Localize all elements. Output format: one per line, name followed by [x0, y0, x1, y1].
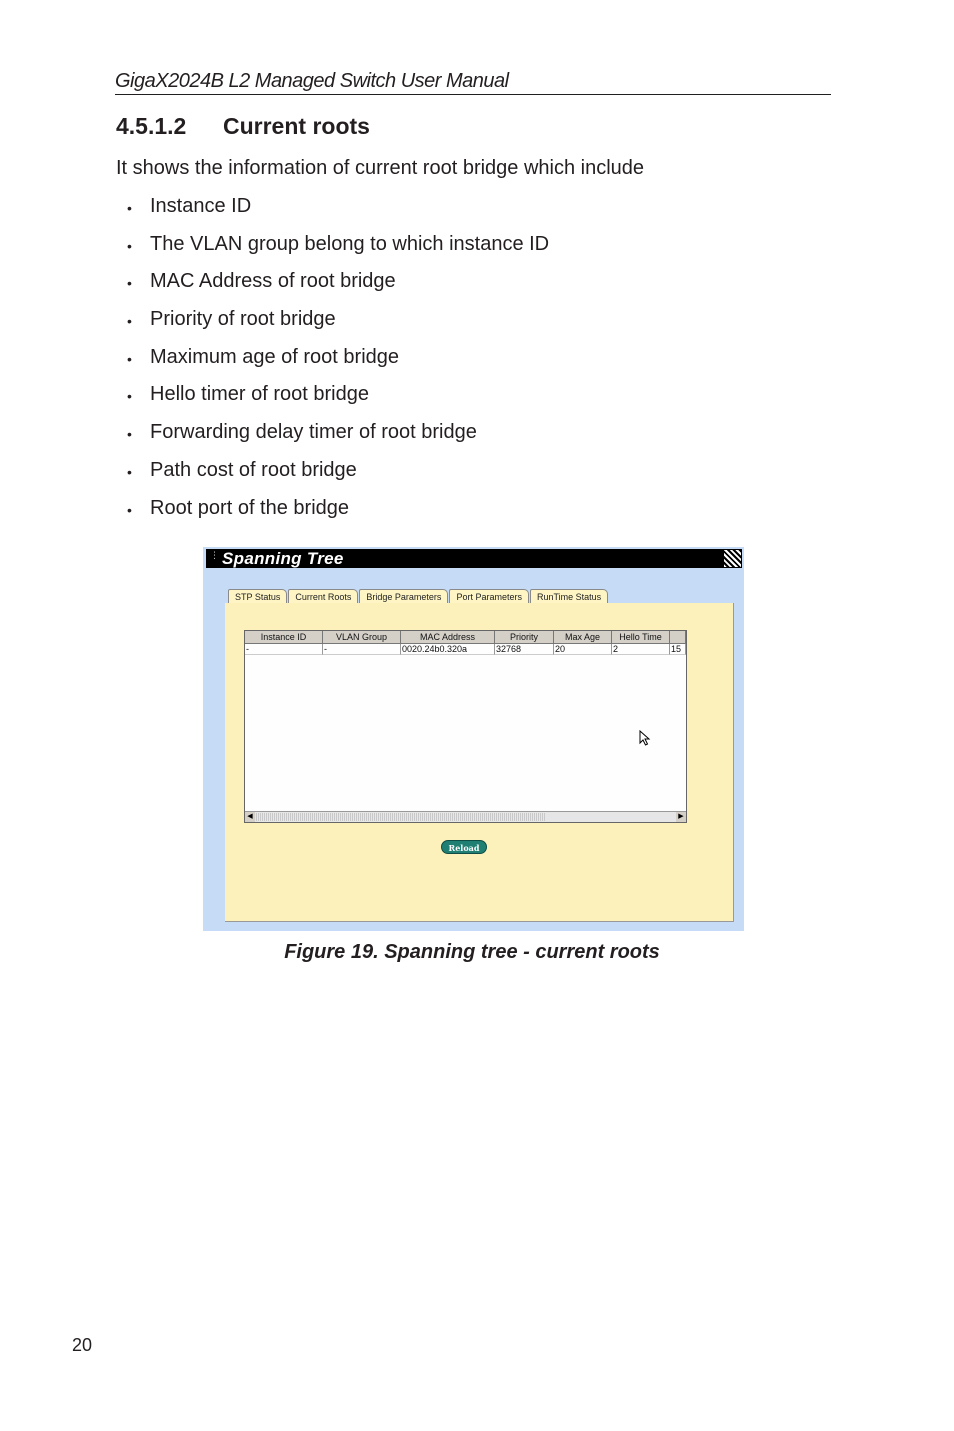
bullet-icon: •	[127, 426, 132, 443]
column-header[interactable]: Hello Time	[612, 631, 670, 644]
feature-list	[127, 195, 549, 534]
scroll-left-icon[interactable]: ◀	[245, 812, 255, 822]
content-panel	[225, 603, 734, 922]
bullet-icon: •	[127, 237, 132, 254]
list-item: • The VLAN group belong to which instance ID	[127, 233, 549, 271]
page-number: 20	[72, 1335, 93, 1355]
table-cell: 20	[554, 644, 612, 655]
list-item: • Maximum age of root bridge	[127, 346, 549, 384]
bullet-icon: •	[127, 313, 132, 330]
spanning-tree-screenshot	[203, 547, 744, 931]
figure-caption: Figure 19. Spanning tree - current roots	[284, 941, 660, 963]
column-header[interactable]: MAC Address	[401, 631, 495, 644]
intro-paragraph: It shows the information of current root bridge which include	[116, 157, 645, 179]
list-item: • Root port of the bridge	[127, 497, 549, 535]
table-row[interactable]	[245, 644, 686, 655]
table-header	[245, 631, 686, 644]
column-header[interactable]: Priority	[495, 631, 554, 644]
current-roots-table[interactable]	[244, 630, 687, 823]
list-item: • Forwarding delay timer of root bridge	[127, 421, 549, 459]
table-cell: -	[245, 644, 323, 655]
column-header[interactable]	[670, 631, 686, 644]
table-cell: 15	[670, 644, 686, 655]
table-cell: 0020.24b0.320a	[401, 644, 495, 655]
bullet-icon: •	[127, 463, 132, 480]
section-number: 4.5.1.2	[116, 113, 187, 139]
vendor-logo-icon	[724, 550, 741, 567]
scrollbar-thumb[interactable]	[256, 813, 545, 821]
bullet-icon: •	[127, 388, 132, 405]
section-title: Current roots	[223, 113, 370, 139]
tab-bar	[228, 589, 609, 604]
window-titlebar	[206, 549, 742, 568]
scroll-right-icon[interactable]: ▶	[676, 812, 686, 822]
window-title: Spanning Tree	[222, 549, 344, 568]
bullet-icon: •	[127, 200, 132, 216]
tab-runtime-status[interactable]: RunTime Status	[530, 589, 608, 604]
column-header[interactable]: Max Age	[554, 631, 612, 644]
bullet-icon: •	[127, 275, 132, 292]
table-cell: -	[323, 644, 401, 655]
table-cell: 2	[612, 644, 670, 655]
running-header: GigaX2024B L2 Managed Switch User Manual	[115, 70, 831, 95]
tab-stp-status[interactable]: STP Status	[228, 589, 287, 604]
horizontal-scrollbar[interactable]	[245, 811, 686, 822]
list-item: • Path cost of root bridge	[127, 459, 549, 497]
list-item: • MAC Address of root bridge	[127, 270, 549, 308]
bullet-icon: •	[127, 350, 132, 367]
list-item: • Hello timer of root bridge	[127, 383, 549, 421]
grip-icon: ⋮	[210, 550, 219, 560]
table-cell: 32768	[495, 644, 554, 655]
section-heading	[116, 113, 370, 140]
list-item: • Instance ID	[127, 195, 549, 233]
list-item: • Priority of root bridge	[127, 308, 549, 346]
column-header[interactable]: VLAN Group	[323, 631, 401, 644]
mouse-pointer-icon	[639, 730, 651, 746]
bullet-icon: •	[127, 501, 132, 518]
reload-button[interactable]: Reload	[441, 840, 487, 854]
tab-current-roots[interactable]: Current Roots	[288, 589, 358, 604]
tab-port-parameters[interactable]: Port Parameters	[449, 589, 529, 604]
column-header[interactable]: Instance ID	[245, 631, 323, 644]
tab-bridge-parameters[interactable]: Bridge Parameters	[359, 589, 448, 604]
